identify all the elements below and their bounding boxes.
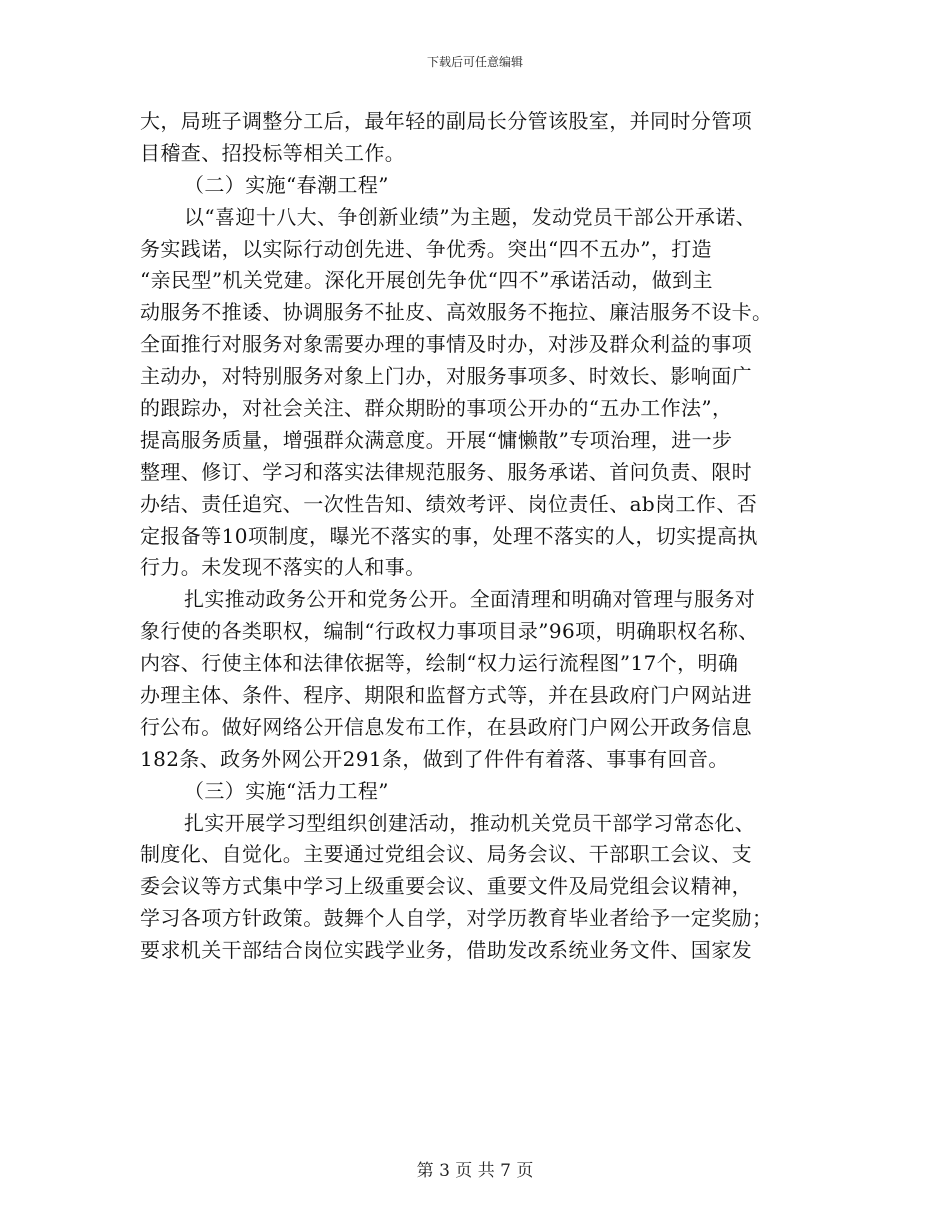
text-line: 目稽查、招投标等相关工作。 — [140, 140, 406, 165]
text-line: 行公布。做好网络公开信息发布工作，在县政府门户网公开政务信息 — [140, 714, 752, 739]
text-line: 制度化、自觉化。主要通过党组会议、局务会议、干部职工会议、支 — [140, 842, 752, 867]
text-line: “亲民型”机关党建。深化开展创先争优“四不”承诺活动，做到主 — [140, 268, 713, 293]
text-line: 整理、修订、学习和落实法律规范服务、服务承诺、首问负责、限时 — [140, 459, 752, 484]
section-heading: （三）实施“活力工程” — [184, 778, 389, 803]
text-line: 大，局班子调整分工后，最年轻的副局长分管该股室，并同时分管项 — [140, 109, 752, 133]
paragraph-start-line: 以“喜迎十八大、争创新业绩”为主题，发动党员干部公开承诺、 — [184, 204, 757, 229]
text-line: 的跟踪办，对社会关注、群众期盼的事项公开办的“五办工作法”， — [140, 396, 733, 421]
text-line: 学习各项方针政策。鼓舞个人自学，对学历教育毕业者给予一定奖励； — [140, 906, 773, 931]
page-header: 下载后可任意编辑 — [426, 55, 523, 69]
text-line: 动服务不推诿、协调服务不扯皮、高效服务不拖拉、廉洁服务不设卡。 — [140, 300, 773, 325]
text-line: 提高服务质量，增强群众满意度。开展“慵懒散”专项治理，进一步 — [140, 427, 733, 452]
document-body — [140, 106, 812, 967]
text-line: 行力。未发现不落实的人和事。 — [140, 555, 426, 580]
text-line: 主动办，对特别服务对象上门办，对服务事项多、时效长、影响面广 — [140, 364, 752, 389]
paragraph-start-line: 扎实开展学习型组织创建活动，推动机关党员干部学习常态化、 — [184, 810, 756, 835]
text-line: 办理主体、条件、程序、期限和监督方式等，并在县政府门户网站进 — [140, 683, 752, 708]
text-line: 全面推行对服务对象需要办理的事情及时办，对涉及群众利益的事项 — [140, 332, 752, 357]
text-line: 务实践诺，以实际行动创先进、争优秀。突出“四不五办”，打造 — [140, 236, 713, 261]
text-line: 定报备等10项制度，曝光不落实的事，处理不落实的人，切实提高执 — [140, 523, 758, 548]
text-line: 182条、政务外网公开291条，做到了件件有着落、事事有回音。 — [140, 746, 729, 771]
text-line: 办结、责任追究、一次性告知、绩效考评、岗位责任、ab岗工作、否 — [140, 491, 758, 516]
page-number-footer: 第 3 页 共 7 页 — [416, 1161, 534, 1181]
text-line: 象行使的各类职权，编制“行政权力事项目录”96项，明确职权名称、 — [140, 619, 759, 644]
text-line: 内容、行使主体和法律依据等，绘制“权力运行流程图”17个，明确 — [140, 651, 739, 676]
paragraph-start-line: 扎实推动政务公开和党务公开。全面清理和明确对管理与服务对 — [184, 587, 756, 612]
text-line: 委会议等方式集中学习上级重要会议、重要文件及局党组会议精神， — [140, 874, 752, 899]
text-line: 要求机关干部结合岗位实践学业务，借助发改系统业务文件、国家发 — [140, 938, 752, 963]
section-heading: （二）实施“春潮工程” — [184, 172, 389, 197]
